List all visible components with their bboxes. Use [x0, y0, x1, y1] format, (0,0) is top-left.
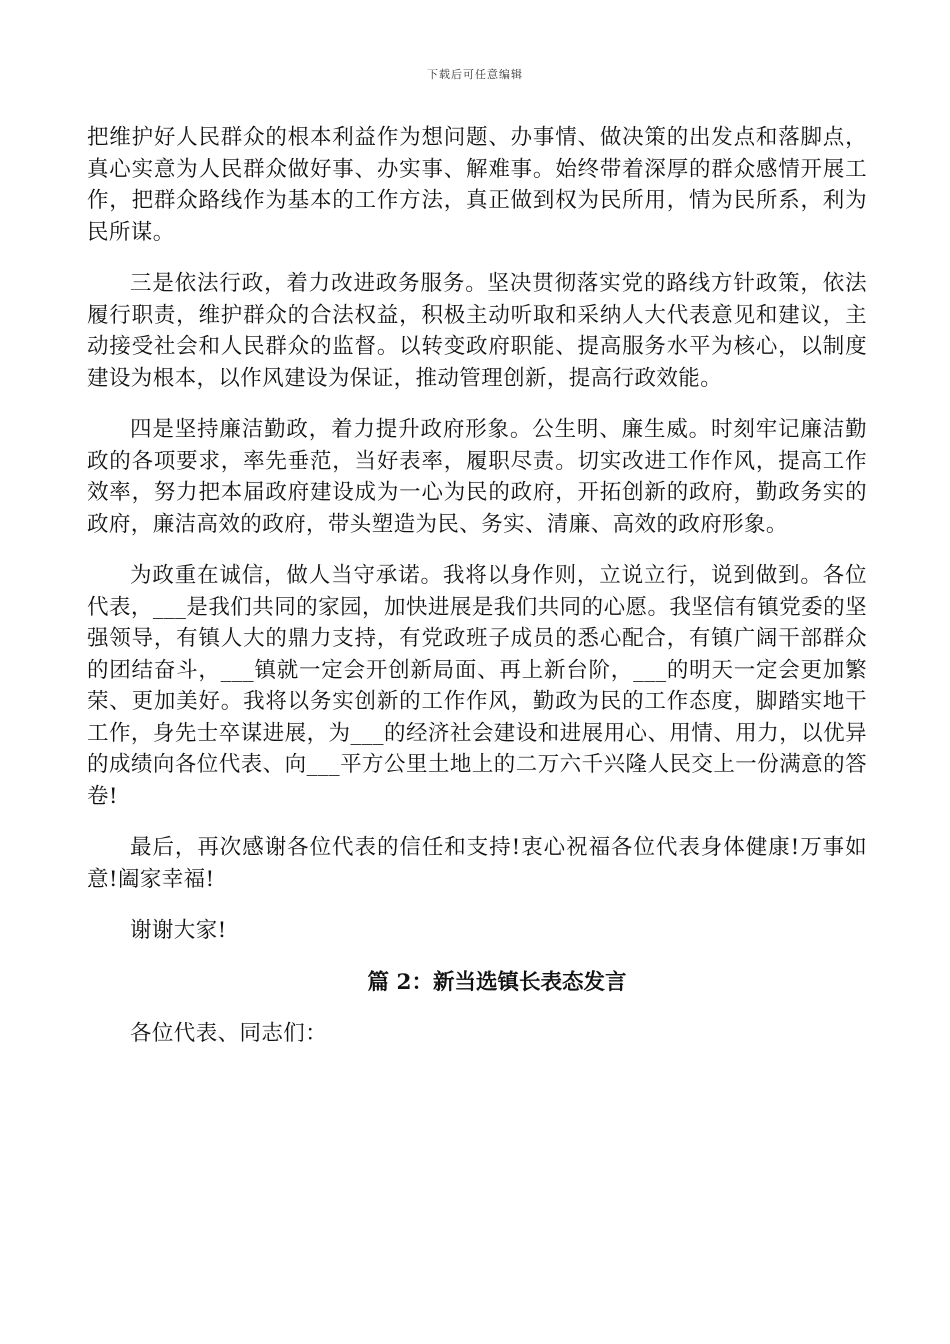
document-body: [87, 122, 867, 1070]
paragraph-integrity: 四是坚持廉洁勤政，着力提升政府形象。公生明、廉生威。时刻牢记廉洁勤政的各项要求，率先垂范，当好表率，履职尽责。切实改进工作作风，提高工作效率，努力把本届政府建设成为一心为民的政府，开拓创新的政府，勤政务实的政府，廉洁高效的政府，带头塑造为民、务实、清廉、高效的政府形象。: [87, 417, 867, 537]
paragraph-closing: 谢谢大家!: [130, 918, 227, 943]
paragraph-rule-of-law: 三是依法行政，着力改进政务服务。坚决贯彻落实党的路线方针政策，依法履行职责，维护群众的合法权益，积极主动听取和采纳人大代表意见和建议，主动接受社会和人民群众的监督。以转变政府职能、提高服务水平为核心，以制度建设为根本，以作风建设为保证，推动管理创新，提高行政效能。: [87, 271, 867, 391]
salutation: 各位代表、同志们：: [130, 1021, 328, 1046]
page-header: 下载后可任意编辑: [427, 68, 523, 81]
paragraph-commitment: 为政重在诚信，做人当守承诺。我将以身作则，立说立行，说到做到。各位代表，___是我们共同的家园，加快进展是我们共同的心愿。我坚信有镇党委的坚强领导，有镇人大的鼎力支持，有党政班子成员的悉心配合，有镇广阔干部群众的团结奋斗，___镇就一定会开创新局面、再上新台阶，___的明天一定会更加繁荣、更加美好。我将以务实创新的工作作风，勤政为民的工作态度，脚踏实地干工作，身先士卒谋进展，为___的经济社会建设和进展用心、用情、用力，以优异的成绩向各位代表、向___平方公里土地上的二万六千兴隆人民交上一份满意的答卷!: [87, 563, 867, 809]
paragraph-continued: 把维护好人民群众的根本利益作为想问题、办事情、做决策的出发点和落脚点，真心实意为人民群众做好事、办实事、解难事。始终带着深厚的群众感情开展工作，把群众路线作为基本的工作方法，真正做到权为民所用，情为民所系，利为民所谋。: [87, 125, 867, 245]
paragraph-thanks: 最后，再次感谢各位代表的信任和支持!衷心祝福各位代表身体健康!万事如意!阖家幸福!: [87, 835, 867, 892]
section-title: 篇 2：新当选镇长表态发言: [367, 969, 627, 995]
